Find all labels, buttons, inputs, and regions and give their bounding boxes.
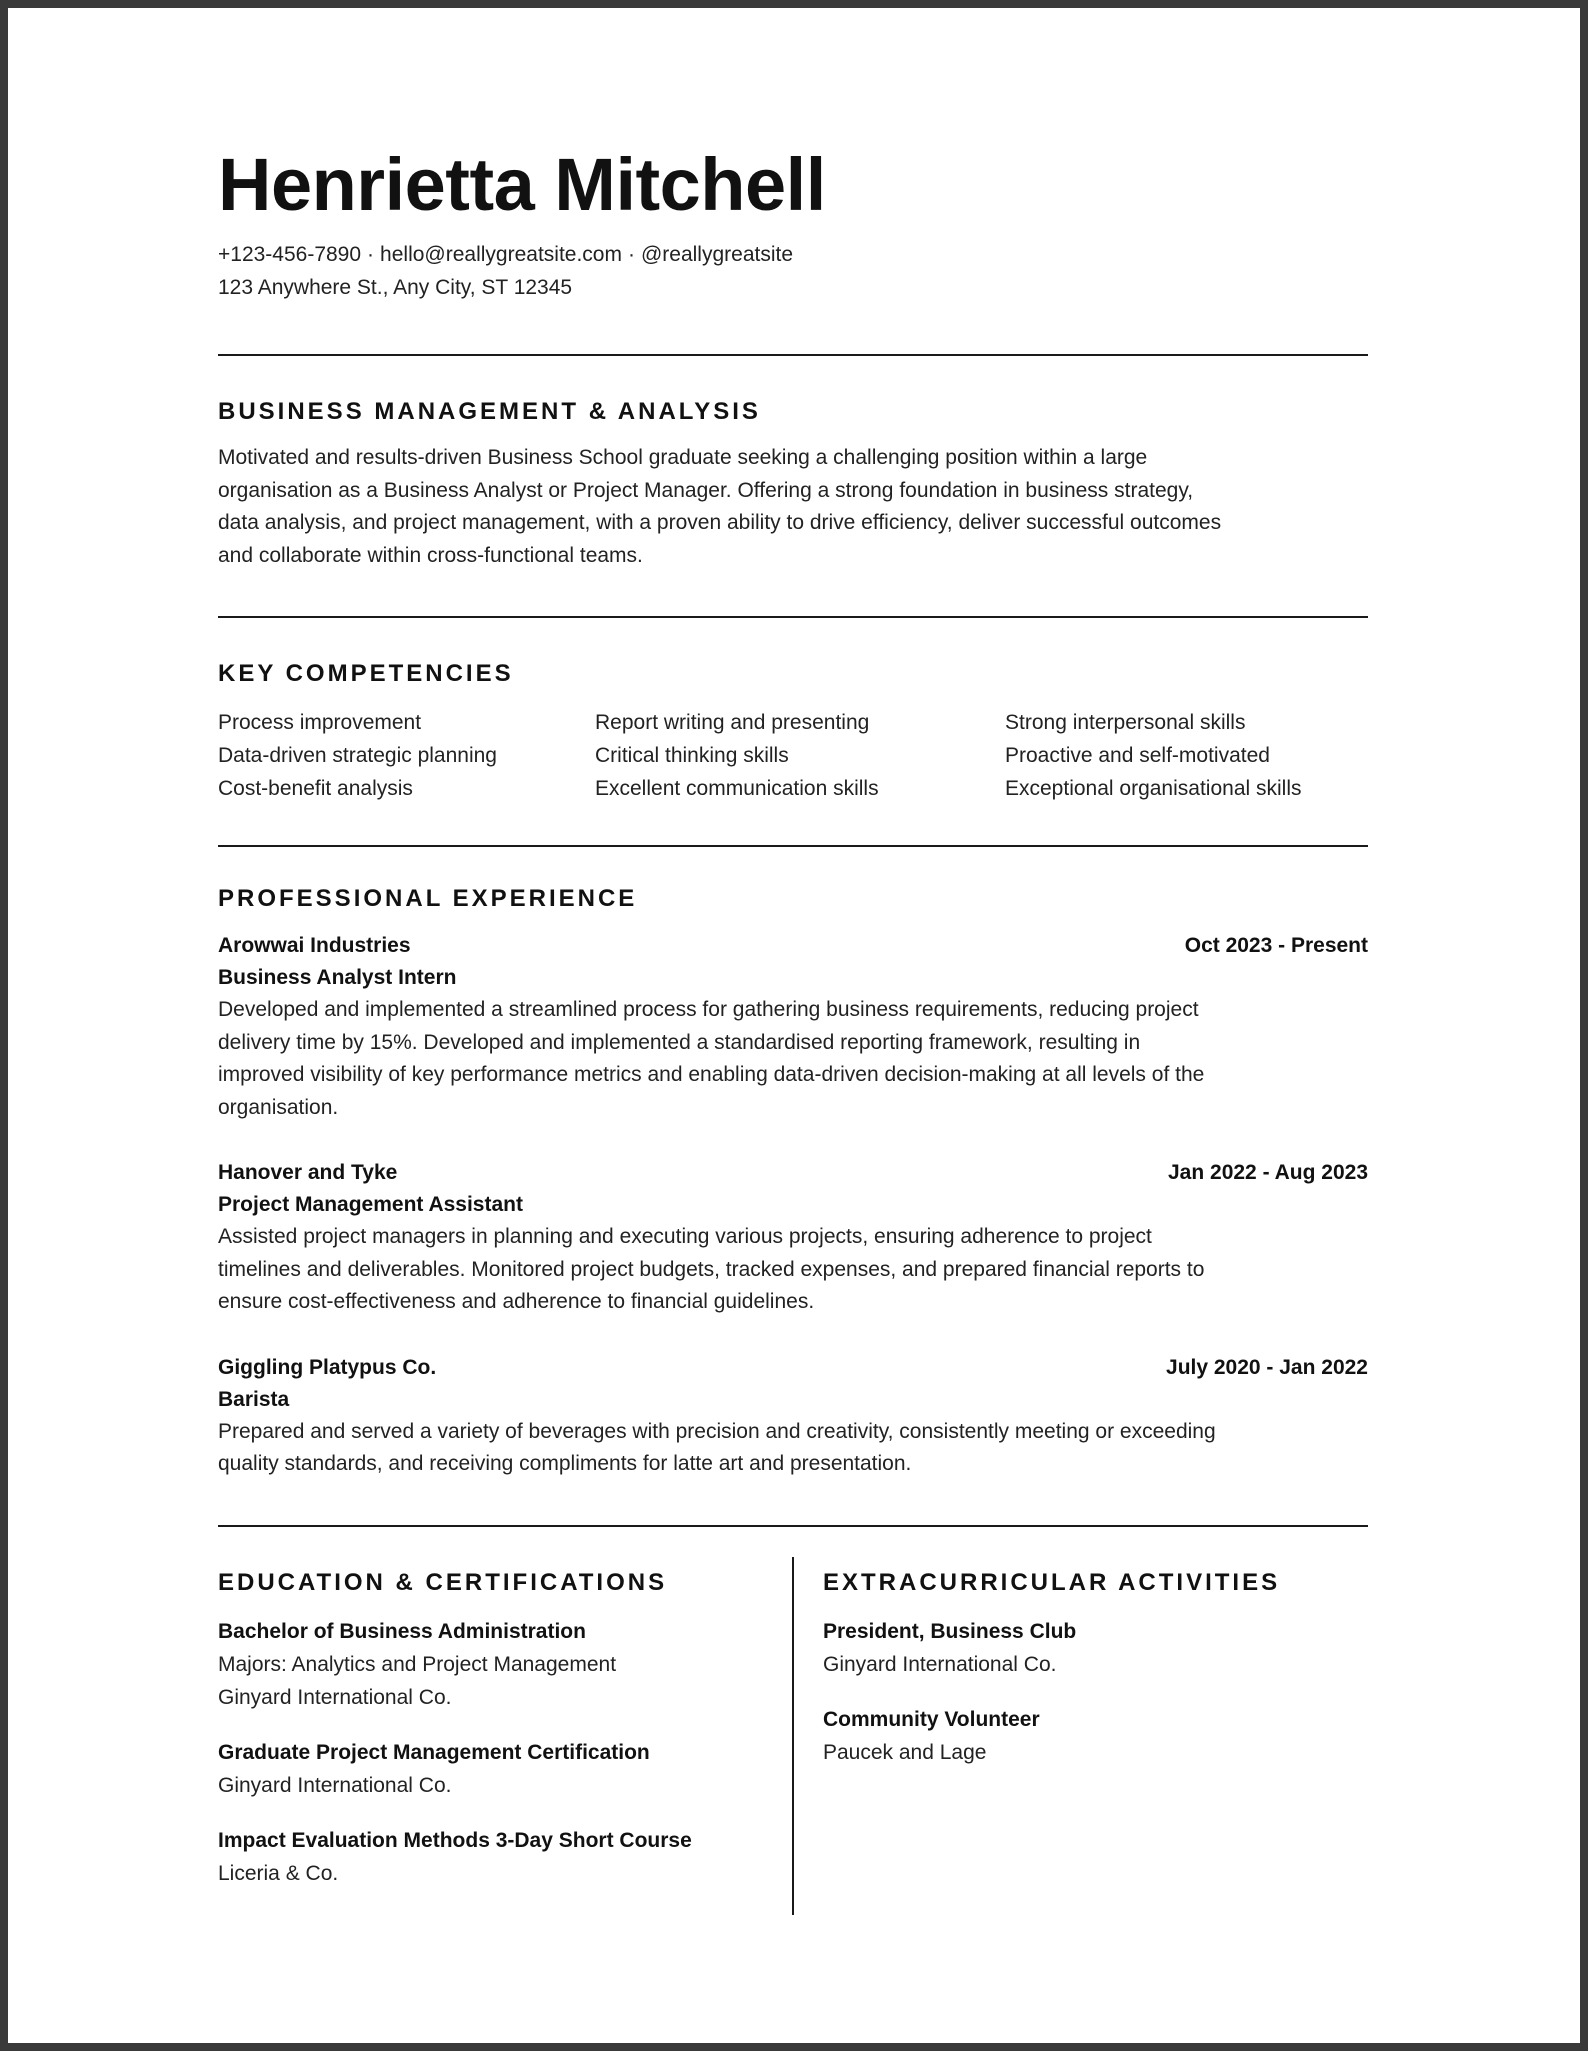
education-entry-line: Liceria & Co. xyxy=(218,1861,339,1885)
education-entry-line: Ginyard International Co. xyxy=(218,1773,452,1797)
job-description xyxy=(218,994,1368,1124)
job-description xyxy=(218,1416,1368,1481)
email-address: hello@reallygreatsite.com xyxy=(380,243,622,266)
job-dates: Jan 2022 - Aug 2023 xyxy=(1168,1161,1368,1184)
competency-item: Strong interpersonal skills xyxy=(1005,711,1246,734)
job-role: Project Management Assistant xyxy=(218,1193,523,1216)
candidate-name: Henrietta Mitchell xyxy=(218,143,826,226)
section-divider xyxy=(218,616,1368,618)
extracurricular-entry-title: Community Volunteer xyxy=(823,1707,1040,1731)
contact-separator: · xyxy=(627,243,635,266)
social-handle: @reallygreatsite xyxy=(640,243,794,266)
contact-line xyxy=(218,238,1368,271)
education-entry xyxy=(218,1736,793,1802)
summary-line: data analysis, and project management, with a proven ability to drive efficiency, deliver successful outcomes xyxy=(218,511,1222,534)
education-heading: EDUCATION & CERTIFICATIONS xyxy=(218,1568,668,1596)
job-description-line: improved visibility of key performance metrics and enabling data-driven decision-making at all levels of the xyxy=(218,1063,1205,1086)
job-description xyxy=(218,1221,1368,1319)
summary-line: and collaborate within cross-functional teams. xyxy=(218,543,643,567)
job-header xyxy=(218,1156,1368,1189)
extracurricular-entry-line: Paucek and Lage xyxy=(823,1740,987,1764)
job-description-line: delivery time by 15%. Developed and implemented a standardised reporting framework, resulting in xyxy=(218,1030,1141,1054)
job-role: Business Analyst Intern xyxy=(218,966,457,989)
job-description-line: ensure cost-effectiveness and adherence to financial guidelines. xyxy=(218,1290,815,1313)
job-company: Giggling Platypus Co. xyxy=(218,1355,437,1379)
job-entry xyxy=(218,929,1368,1124)
competency-item: Exceptional organisational skills xyxy=(1005,777,1302,800)
extracurricular-entry-title: President, Business Club xyxy=(823,1619,1077,1643)
education-column xyxy=(218,1527,793,1890)
competency-item: Process improvement xyxy=(218,711,422,734)
competency-item: Report writing and presenting xyxy=(595,711,870,734)
job-entry xyxy=(218,1351,1368,1481)
competencies-column xyxy=(218,706,595,805)
extracurricular-entry-line: Ginyard International Co. xyxy=(823,1652,1057,1676)
job-dates: Oct 2023 - Present xyxy=(1184,934,1368,957)
competencies-column xyxy=(1005,706,1302,805)
extracurricular-entry xyxy=(823,1703,1280,1769)
postal-address: 123 Anywhere St., Any City, ST 12345 xyxy=(218,276,573,299)
extracurricular-column xyxy=(793,1527,1280,1890)
job-role: Barista xyxy=(218,1387,290,1411)
job-entry xyxy=(218,1156,1368,1319)
education-entry-title: Bachelor of Business Administration xyxy=(218,1619,586,1643)
competencies-grid xyxy=(218,706,1368,805)
education-entry-title: Impact Evaluation Methods 3-Day Short Course xyxy=(218,1828,692,1852)
resume-page xyxy=(8,8,1580,2043)
section-divider xyxy=(218,354,1368,356)
job-description-line: Prepared and served a variety of beverages with precision and creativity, consistently meeting or exceeding xyxy=(218,1419,1216,1443)
resume-content xyxy=(218,143,1368,1890)
phone-number: +123-456-7890 xyxy=(218,243,362,266)
job-description-line: Assisted project managers in planning and executing various projects, ensuring adherence to project xyxy=(218,1225,1152,1248)
summary-line: organisation as a Business Analyst or Project Manager. Offering a strong foundation in business strategy, xyxy=(218,478,1194,502)
summary-line: Motivated and results-driven Business School graduate seeking a challenging position within a large xyxy=(218,446,1148,469)
job-company: Arowwai Industries xyxy=(218,934,411,957)
job-dates: July 2020 - Jan 2022 xyxy=(1166,1355,1368,1379)
job-header xyxy=(218,929,1368,962)
competency-item: Excellent communication skills xyxy=(595,777,879,800)
competency-item: Data-driven strategic planning xyxy=(218,744,497,767)
competency-item: Proactive and self-motivated xyxy=(1005,744,1270,767)
education-entry-title: Graduate Project Management Certification xyxy=(218,1740,650,1764)
competency-item: Cost-benefit analysis xyxy=(218,777,413,800)
column-divider xyxy=(792,1557,794,1915)
education-entry xyxy=(218,1824,793,1890)
competency-item: Critical thinking skills xyxy=(595,744,789,767)
extracurricular-entry xyxy=(823,1615,1280,1681)
job-company: Hanover and Tyke xyxy=(218,1161,398,1184)
section-divider xyxy=(218,845,1368,847)
education-entry xyxy=(218,1615,793,1714)
education-entry-line: Majors: Analytics and Project Management xyxy=(218,1652,617,1676)
job-description-line: timelines and deliverables. Monitored project budgets, tracked expenses, and prepared financial reports to xyxy=(218,1257,1205,1281)
job-header xyxy=(218,1351,1368,1384)
competencies-heading: KEY COMPETENCIES xyxy=(218,660,514,687)
summary-heading: BUSINESS MANAGEMENT & ANALYSIS xyxy=(218,398,761,425)
job-description-line: Developed and implemented a streamlined process for gathering business requirements, reducing project xyxy=(218,998,1199,1021)
bottom-columns xyxy=(218,1527,1368,1890)
job-description-line: quality standards, and receiving compliments for latte art and presentation. xyxy=(218,1452,912,1475)
extracurricular-heading: EXTRACURRICULAR ACTIVITIES xyxy=(823,1568,1281,1596)
contact-separator: · xyxy=(367,243,375,266)
job-description-line: organisation. xyxy=(218,1095,339,1119)
competencies-column xyxy=(595,706,1005,805)
experience-heading: PROFESSIONAL EXPERIENCE xyxy=(218,885,638,912)
education-entry-line: Ginyard International Co. xyxy=(218,1685,452,1709)
summary-text xyxy=(218,442,1368,572)
